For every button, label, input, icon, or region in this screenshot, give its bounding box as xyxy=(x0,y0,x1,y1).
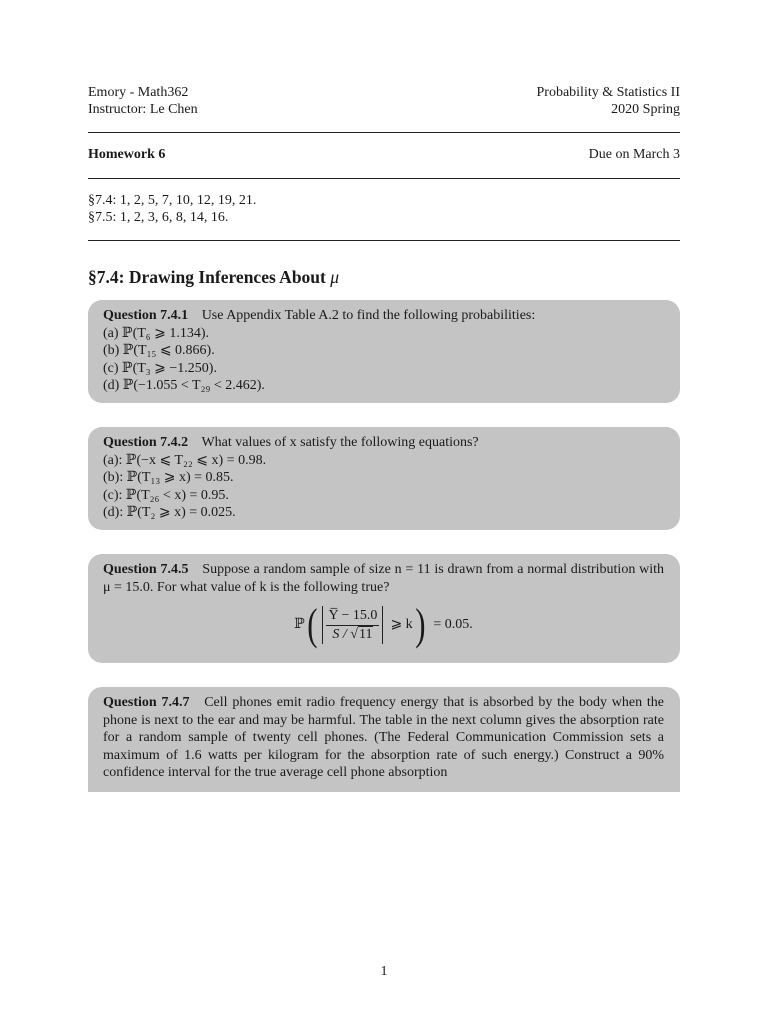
homework-title: Homework 6 xyxy=(88,147,166,162)
question-box xyxy=(88,554,680,663)
question-label: Question 7.4.5 xyxy=(103,562,189,577)
divider xyxy=(88,132,680,133)
section-title: §7.4: Drawing Inferences About xyxy=(88,267,326,287)
semester: 2020 Spring xyxy=(611,102,680,117)
question-box xyxy=(88,427,680,530)
relation: ⩾ k xyxy=(390,617,413,633)
assignment-list xyxy=(88,192,680,226)
instructor: Instructor: Le Chen xyxy=(88,102,198,117)
left-paren: ( xyxy=(306,600,318,649)
question-box xyxy=(88,687,680,792)
course-title: Probability & Statistics II xyxy=(536,85,680,100)
page-number: 1 xyxy=(380,964,388,979)
question-part: (d) ℙ(−1.055 < T₂₉ < 2.462). xyxy=(103,378,265,393)
question-text: Suppose a random sample of size n = 11 is drawn from a normal distribution with μ = 15.0. For what value of k is the following true? xyxy=(103,562,665,595)
course-name: Emory - Math362 xyxy=(88,85,189,100)
question-part: (a) ℙ(T₆ ⩾ 1.134). xyxy=(103,325,210,341)
probability-symbol: ℙ xyxy=(294,617,305,633)
question-part: (b): ℙ(T₁₃ ⩾ x) = 0.85. xyxy=(103,470,234,485)
question-part: (d): ℙ(T₂ ⩾ x) = 0.025. xyxy=(103,505,236,520)
mu-symbol: μ xyxy=(330,267,340,287)
abs-bar xyxy=(322,606,323,644)
divider xyxy=(88,240,680,241)
assignment-item: §7.4: 1, 2, 5, 7, 10, 12, 19, 21. xyxy=(88,193,257,208)
fraction-denominator: S / √11 xyxy=(332,626,373,642)
question-text: What values of x satisfy the following equations? xyxy=(201,435,479,450)
question-label: Question 7.4.1 xyxy=(103,308,189,323)
fraction xyxy=(326,607,379,644)
question-label: Question 7.4.2 xyxy=(103,435,189,450)
equation-result: = 0.05. xyxy=(433,617,473,633)
section-heading xyxy=(88,267,339,288)
question-part: (c) ℙ(T₃ ⩾ −1.250). xyxy=(103,360,217,376)
assignment-item: §7.5: 1, 2, 3, 6, 8, 14, 16. xyxy=(88,210,229,225)
page-header xyxy=(88,84,680,118)
question-part: (a): ℙ(−x ⩽ T₂₂ ⩽ x) = 0.98. xyxy=(103,452,267,468)
abs-bar xyxy=(382,606,383,644)
question-text: Cell phones emit radio frequency energy that is absorbed by the body when the phone is next to the ear and may be harmful. The table in the next column gives the absorption rate for a random sample of twenty cell phones. (The Federal Communication Commission sets a maximum of 1.6 watts per kilogram for the absorption rate of such energy.) Construct a 90% confidence interval for the true average cell phone absorption xyxy=(103,695,664,780)
due-date: Due on March 3 xyxy=(588,147,680,162)
question-part: (b) ℙ(T₁₅ ⩽ 0.866). xyxy=(103,343,215,358)
question-box xyxy=(88,300,680,403)
homework-bar xyxy=(88,146,680,163)
question-part: (c): ℙ(T₂₆ < x) = 0.95. xyxy=(103,487,229,503)
question-label: Question 7.4.7 xyxy=(103,695,190,710)
fraction-numerator: Y̅ − 15.0 xyxy=(326,607,379,626)
question-text: Use Appendix Table A.2 to find the following probabilities: xyxy=(201,308,536,323)
divider xyxy=(88,178,680,179)
equation xyxy=(103,596,664,654)
right-paren: ) xyxy=(414,600,426,649)
